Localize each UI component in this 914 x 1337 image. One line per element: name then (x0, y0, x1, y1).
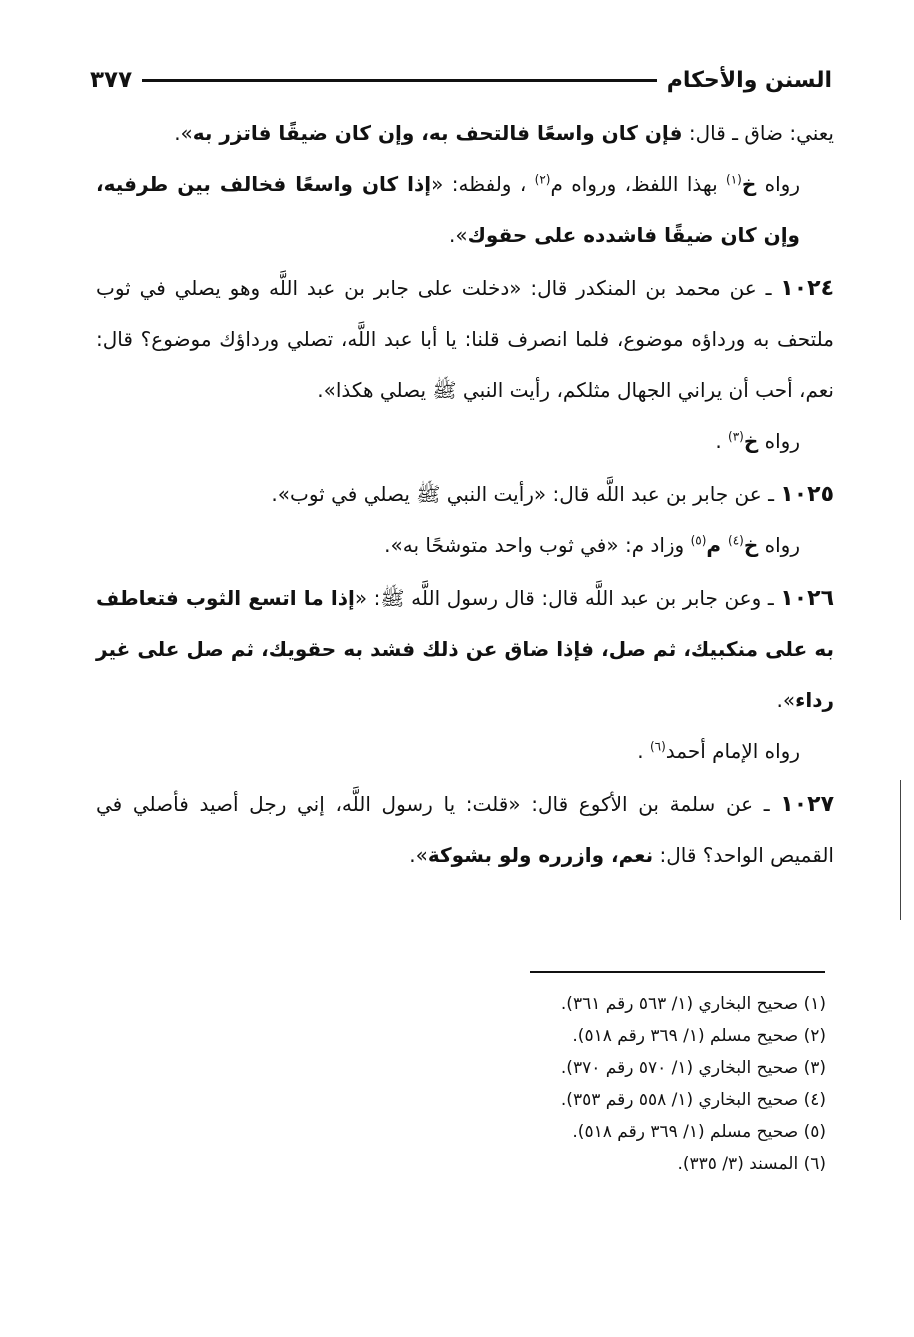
hadith-1025 (96, 469, 834, 520)
r1026-end: . (637, 739, 650, 763)
scan-margin-line (900, 780, 901, 920)
p2-intro: رواه (756, 172, 801, 196)
footnote-ref-1: (١) (726, 172, 742, 187)
p1-intro: يعني: ضاق ـ قال: (682, 121, 834, 145)
footnote-separator (530, 971, 825, 973)
p2-lafz: ، ولفظه: « (431, 172, 535, 196)
hadith-1027-intro: ـ عن سلمة بن الأكوع قال: «قلت: يا رسول اللَّه، إني رجل أصيد فأصلي في القميص الواحد؟ قال: (96, 792, 834, 867)
hadith-1027-end: ». (409, 843, 428, 867)
page-number: ٣٧٧ (90, 67, 133, 93)
p2-mid: بهذا اللفظ، ورواه م (550, 172, 727, 196)
p1-quote: فإن كان واسعًا فالتحف به، وإن كان ضيقًا فاتزر به (192, 121, 683, 145)
p1-end: ». (174, 121, 193, 145)
r1024-intro: رواه (758, 429, 800, 453)
paragraph-2 (96, 159, 834, 261)
hadith-number-1025: ١٠٢٥ (780, 482, 834, 507)
hadith-1024 (96, 263, 834, 416)
footnote-ref-3: (٣) (728, 429, 744, 444)
r1025-intro: رواه (758, 533, 800, 557)
hadith-number-1024: ١٠٢٤ (780, 276, 834, 301)
footnote-ref-4: (٤) (728, 533, 744, 548)
paragraph-1 (96, 108, 834, 159)
hadith-number-1026: ١٠٢٦ (780, 586, 834, 611)
main-text (96, 108, 834, 881)
hadith-1026-quote: إذا ما اتسع الثوب فتعاطف به على منكبيك، ثم صل، فإذا ضاق عن ذلك فشد به حقويك، ثم صل على غير رداء (96, 586, 834, 712)
footnote: (٦) المسند (٣/ ٣٣٥). (677, 1154, 826, 1174)
running-header (90, 60, 832, 100)
footnotes (300, 988, 826, 1180)
r1025-m: م (706, 533, 729, 557)
p2-quote: إذا كان واسعًا فخالف بين طرفيه، وإن كان ضيقًا فاشدده على حقوك (96, 172, 800, 247)
footnote: (١) صحيح البخاري (١/ ٥٦٣ رقم ٣٦١). (560, 994, 826, 1014)
footnote-ref-5: (٥) (690, 533, 707, 548)
footnote: (٣) صحيح البخاري (١/ ٥٧٠ رقم ٣٧٠). (560, 1058, 826, 1078)
riwaya-1024 (96, 416, 834, 467)
header-rule (142, 79, 657, 82)
hadith-1027 (96, 779, 834, 881)
footnote-ref-6: (٦) (649, 739, 666, 754)
hadith-1026-intro: ـ وعن جابر بن عبد اللَّه قال: قال رسول اللَّه ﷺ: « (354, 586, 781, 610)
p2-end: ». (448, 223, 468, 247)
hadith-1026 (96, 573, 834, 726)
footnote: (٥) صحيح مسلم (١/ ٣٦٩ رقم ٥١٨). (572, 1122, 826, 1142)
hadith-number-1027: ١٠٢٧ (780, 792, 834, 817)
riwaya-1025 (96, 520, 834, 571)
hadith-1027-quote: نعم، وازرره ولو بشوكة (427, 843, 654, 867)
r1025-end: وزاد م: «في ثوب واحد متوشحًا به». (384, 533, 691, 557)
hadith-1025-text: ـ عن جابر بن عبد اللَّه قال: «رأيت النبي ﷺ يصلي في ثوب». (271, 482, 781, 506)
hadith-1024-text: ـ عن محمد بن المنكدر قال: «دخلت على جابر بن عبد اللَّه وهو يصلي في ثوب ملتحف به ورداؤه موضوع، فلما انصرف قلنا: يا أبا عبد اللَّه، تصلي ورداؤك موضوع؟ قال: نعم، أحب أن يراني الجهال مثلكم، رأيت النبي ﷺ يصلي هكذا». (96, 276, 834, 402)
r1024-end: . (715, 429, 729, 453)
footnote: (٢) صحيح مسلم (١/ ٣٦٩ رقم ٥١٨). (572, 1026, 826, 1046)
footnote-ref-2: (٢) (534, 172, 551, 187)
p2-kh: خ (741, 172, 757, 196)
r1024-kh: خ (743, 429, 759, 453)
footnote: (٤) صحيح البخاري (١/ ٥٥٨ رقم ٣٥٣). (560, 1090, 826, 1110)
r1025-kh: خ (743, 533, 759, 557)
riwaya-1026 (96, 726, 834, 777)
r1026-intro: رواه الإمام أحمد (665, 739, 800, 763)
header-title: السنن والأحكام (666, 67, 832, 93)
hadith-1026-end: ». (776, 688, 796, 712)
